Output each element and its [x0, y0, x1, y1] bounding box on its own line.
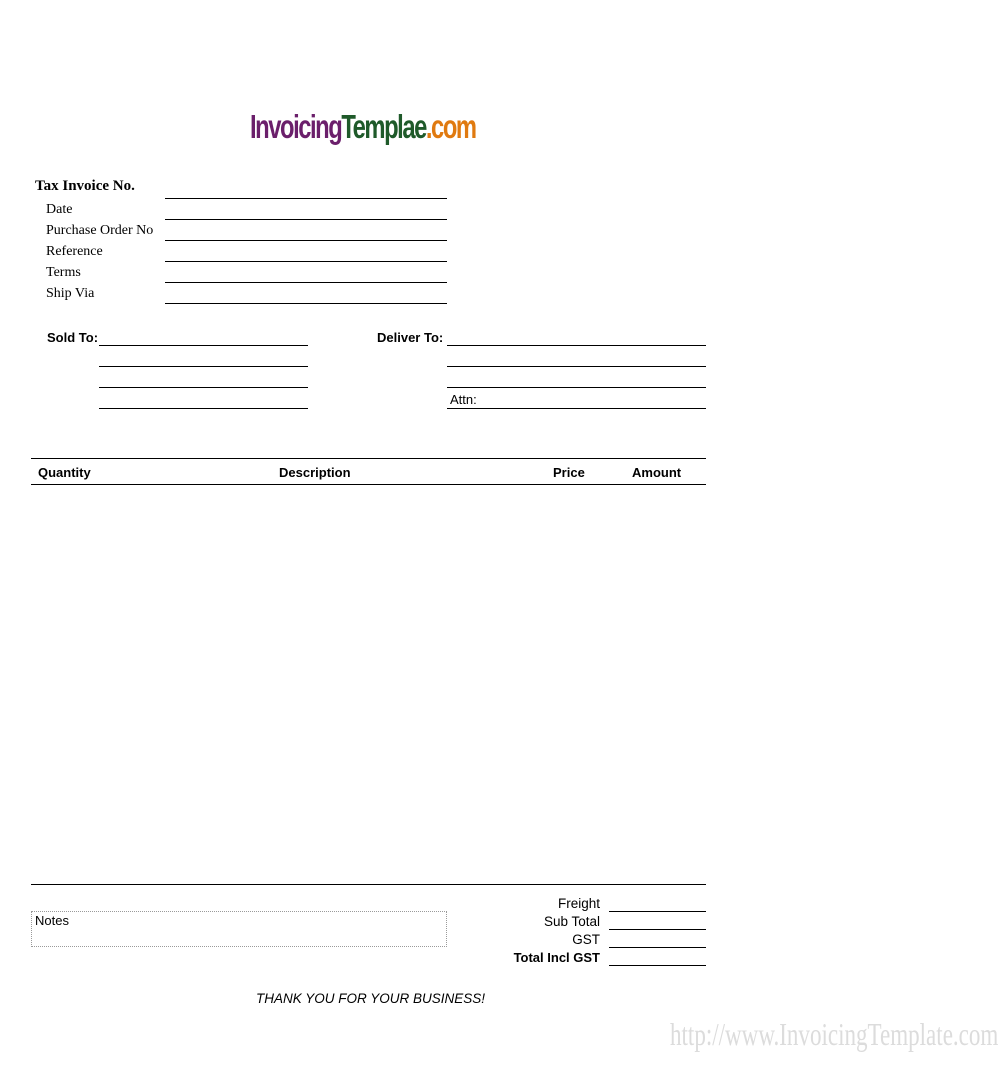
subtotal-label: Sub Total: [543, 914, 600, 929]
sold-to-line-4[interactable]: [99, 408, 308, 409]
attn-label: Attn:: [450, 392, 477, 407]
ship-via-field[interactable]: [165, 303, 447, 304]
sold-to-line-1[interactable]: [99, 345, 308, 346]
ship-via-label: Ship Via: [46, 286, 95, 301]
gst-field[interactable]: [609, 947, 706, 948]
invoice-number-field[interactable]: [165, 198, 447, 199]
terms-field[interactable]: [165, 282, 447, 283]
notes-box[interactable]: [31, 911, 447, 947]
table-header-border: [31, 484, 706, 485]
logo-part-template: Templae: [341, 108, 426, 145]
price-header: Price: [553, 465, 585, 480]
terms-label: Terms: [46, 265, 81, 280]
gst-label: GST: [572, 932, 600, 947]
total-incl-gst-field[interactable]: [609, 965, 706, 966]
description-header: Description: [279, 465, 351, 480]
reference-label: Reference: [46, 244, 103, 259]
thank-you-message: THANK YOU FOR YOUR BUSINESS!: [256, 991, 486, 1006]
deliver-to-line-2[interactable]: [447, 366, 706, 367]
date-field[interactable]: [165, 219, 447, 220]
freight-label: Freight: [557, 896, 600, 911]
reference-field[interactable]: [165, 261, 447, 262]
attn-line[interactable]: [447, 408, 706, 409]
sold-to-label: Sold To:: [47, 330, 99, 345]
sold-to-line-2[interactable]: [99, 366, 308, 367]
deliver-to-line-1[interactable]: [447, 345, 706, 346]
subtotal-field[interactable]: [609, 929, 706, 930]
notes-label: Notes: [35, 913, 69, 928]
table-top-border: [31, 458, 706, 459]
purchase-order-field[interactable]: [165, 240, 447, 241]
date-label: Date: [46, 202, 73, 217]
line-items-area[interactable]: [31, 486, 706, 882]
invoice-number-label: Tax Invoice No.: [35, 178, 135, 194]
table-bottom-border: [31, 884, 706, 885]
sold-to-line-3[interactable]: [99, 387, 308, 388]
total-incl-gst-label: Total Incl GST: [513, 950, 600, 965]
watermark-url: http://www.InvoicingTemplate.com: [670, 1016, 998, 1052]
company-logo: [250, 108, 476, 146]
quantity-header: Quantity: [38, 465, 91, 480]
deliver-to-line-3[interactable]: [447, 387, 706, 388]
deliver-to-label: Deliver To:: [377, 330, 444, 345]
amount-header: Amount: [632, 465, 682, 480]
logo-part-com: .com: [425, 108, 476, 145]
logo-part-invoicing: Invoicing: [250, 108, 342, 145]
freight-field[interactable]: [609, 911, 706, 912]
purchase-order-label: Purchase Order No: [46, 223, 154, 238]
